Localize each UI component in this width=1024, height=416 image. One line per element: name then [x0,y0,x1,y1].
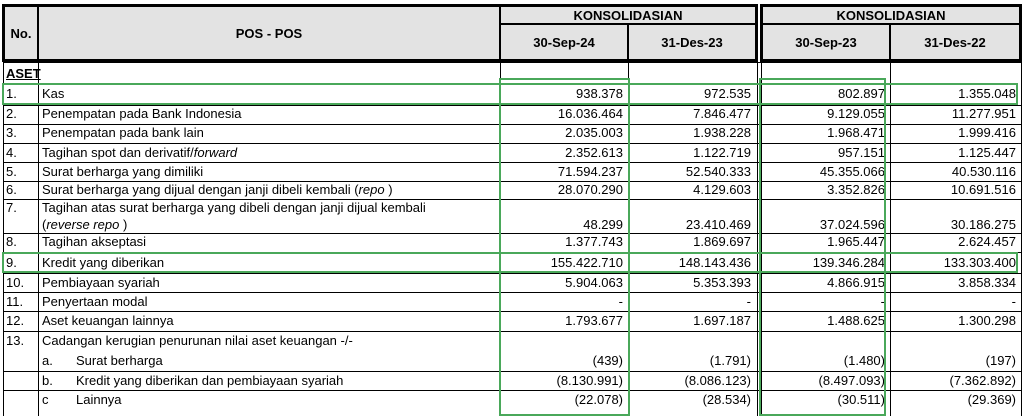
value-cell: 28.070.290 [557,182,623,197]
value-cell: 16.036.464 [557,106,623,121]
value-cell: 11.277.951 [951,106,1016,121]
grid-line-v1 [38,62,39,416]
value-cell: 957.151 [838,145,885,160]
row-label: Penyertaan modal [42,294,148,309]
header-col-3 [762,24,890,60]
subrow-value-cell: (439) [592,353,623,368]
header-col-1 [500,24,628,60]
grid-line-v2 [500,62,501,416]
value-cell: 802.897 [838,86,885,101]
row-number: 2. [6,106,17,121]
value-cell: 7.846.477 [693,106,751,121]
value-cell: 139.346.284 [812,255,885,270]
group-right-label: KONSOLIDASIAN [836,7,946,23]
row-label: Aset keuangan lainnya [42,313,174,328]
row-number: 7. [6,200,17,215]
value-cell: 4.866.915 [827,275,885,290]
value-cell: 5.353.393 [693,275,751,290]
row-number: 12. [6,313,25,328]
value-cell: 938.378 [576,86,623,101]
row-number: 5. [6,164,17,179]
value-cell: 155.422.710 [550,255,623,270]
row-label [42,145,237,161]
grid-line-v7 [1021,62,1022,416]
row-label-line2-close: ) [119,217,128,232]
row-separator [3,273,1022,274]
subrow-value-cell: (7.362.892) [949,373,1016,388]
value-cell: - [746,294,751,309]
header-pos-label: POS - POS [235,25,303,41]
subrow-value-cell: (30.511) [837,392,885,407]
row-label: Tagihan atas surat berharga yang dibeli dengan janji dijual kembali [42,200,426,215]
value-cell: - [618,294,623,309]
value-cell: 1.968.471 [827,125,885,140]
subrow-value-cell: (22.078) [574,392,623,407]
value-cell: 3.858.334 [958,275,1016,290]
row-label-line2-open: ( [42,217,47,232]
value-cell: 30.186.275 [950,217,1016,232]
value-cell: 2.352.613 [565,145,623,160]
value-cell: 1.125.447 [958,145,1016,160]
row-separator [3,143,1022,144]
row-separator [3,331,1022,332]
value-cell: 48.299 [583,217,623,232]
header-no [4,6,38,60]
subrow-letter: a. [42,353,53,368]
value-cell: 4.129.603 [693,182,751,197]
group-left-label: KONSOLIDASIAN [573,7,683,23]
grid-line-h-top [3,62,1022,63]
grid-line-v4 [757,62,758,416]
row-number: 9. [6,255,17,270]
value-cell: 1.355.048 [958,86,1016,101]
value-cell: 148.143.436 [678,255,751,270]
value-cell: 1.300.298 [958,313,1016,328]
header-col-2 [628,24,756,60]
row-label-italic: forward [193,145,238,160]
subrow-letter-divider [56,352,57,416]
value-cell: 1.999.416 [958,125,1016,140]
row-label [42,182,393,198]
value-cell: - [880,294,885,309]
col-3-label: 30-Sep-23 [795,34,857,50]
subrow-value-cell: (29.369) [967,392,1016,407]
row-number: 4. [6,145,17,160]
subrow-label: Kredit yang diberikan dan pembiayaan syariah [76,373,344,388]
subrow-value-cell: (28.534) [702,392,751,407]
row-separator [3,252,1022,253]
value-cell: 3.352.826 [827,182,885,197]
value-cell: 9.129.055 [827,106,885,121]
col-4-label: 31-Des-22 [924,34,986,50]
row-number: 6. [6,182,17,197]
subrow-value-cell: (8.130.991) [556,373,623,388]
row-label: Cadangan kerugian penurunan nilai aset keuangan -/- [42,333,353,348]
value-cell: 5.904.063 [565,275,623,290]
value-cell: 37.024.596 [819,217,885,232]
row-label: Surat berharga yang dimiliki [42,164,204,179]
row-separator [3,292,1022,293]
row-label: Tagihan akseptasi [42,234,147,249]
value-cell: 1.965.447 [827,234,885,249]
header-pos [38,6,500,60]
value-cell: 972.535 [704,86,751,101]
col-2-label: 31-Des-23 [661,34,723,50]
value-cell: 1.488.625 [827,313,885,328]
header-group-right [762,6,1020,24]
row-label: Kredit yang diberikan [42,255,165,270]
row-label: Kas [42,86,65,101]
subrow-label: Surat berharga [76,353,163,368]
row-separator [3,162,1022,163]
subrow-separator [3,390,1022,391]
row-number: 11. [6,294,24,309]
row-number: 3. [6,125,17,140]
row-label: Penempatan pada bank lain [42,125,204,140]
value-cell: 23.410.469 [685,217,751,232]
subrow-value-cell: (8.497.093) [818,373,885,388]
row-separator [3,311,1022,312]
grid-line-v0 [3,62,4,416]
subrow-value-cell: (1.480) [843,353,885,368]
value-cell: 10.691.516 [950,182,1016,197]
row-label: Penempatan pada Bank Indonesia [42,106,242,121]
header-no-label: No. [10,25,32,41]
row-number: 13. [6,333,25,348]
grid-line-v6 [890,62,891,416]
row-label-suffix: ) [384,182,393,197]
value-cell: 2.624.457 [958,234,1016,249]
row-label-text: Surat berharga yang dijual dengan janji dibeli kembali ( [42,182,359,197]
value-cell: 2.035.003 [565,125,623,140]
value-cell: 40.530.116 [951,164,1016,179]
row-number: 1. [6,86,17,101]
subrow-letter: b. [42,373,53,388]
value-cell: 1.793.677 [565,313,623,328]
row-label: Pembiayaan syariah [42,275,160,290]
value-cell: 1.122.719 [693,145,751,160]
subrow-letter: c [42,392,49,407]
row-number: 8. [6,234,17,249]
subrow-label: Lainnya [76,392,122,407]
subrow-value-cell: (1.791) [709,353,751,368]
subrow-value-cell: (8.086.123) [684,373,751,388]
row-label-line2 [42,217,127,233]
value-cell: 52.540.333 [685,164,751,179]
value-cell: 1.697.187 [693,313,751,328]
header-col-4 [890,24,1020,60]
row-label-line2-italic: reverse repo [46,217,120,232]
grid-line-v5 [761,62,762,416]
row-number: 10. [6,275,25,290]
value-cell: 1.377.743 [565,234,623,249]
value-cell: 133.303.400 [943,255,1016,270]
section-title-aset: ASET [6,66,41,81]
value-cell: 1.938.228 [693,125,751,140]
subrow-value-cell: (197) [985,353,1016,368]
row-label-italic: repo [358,182,385,197]
subrow-separator [3,371,1022,372]
value-cell: 45.355.066 [819,164,885,179]
grid-line-v3 [628,62,629,416]
row-label-text: Tagihan spot dan derivatif/ [42,145,194,160]
col-1-label: 30-Sep-24 [533,34,595,50]
value-cell: - [1011,294,1016,309]
value-cell: 71.594.237 [557,164,623,179]
header-group-left [500,6,756,24]
value-cell: 1.869.697 [693,234,751,249]
